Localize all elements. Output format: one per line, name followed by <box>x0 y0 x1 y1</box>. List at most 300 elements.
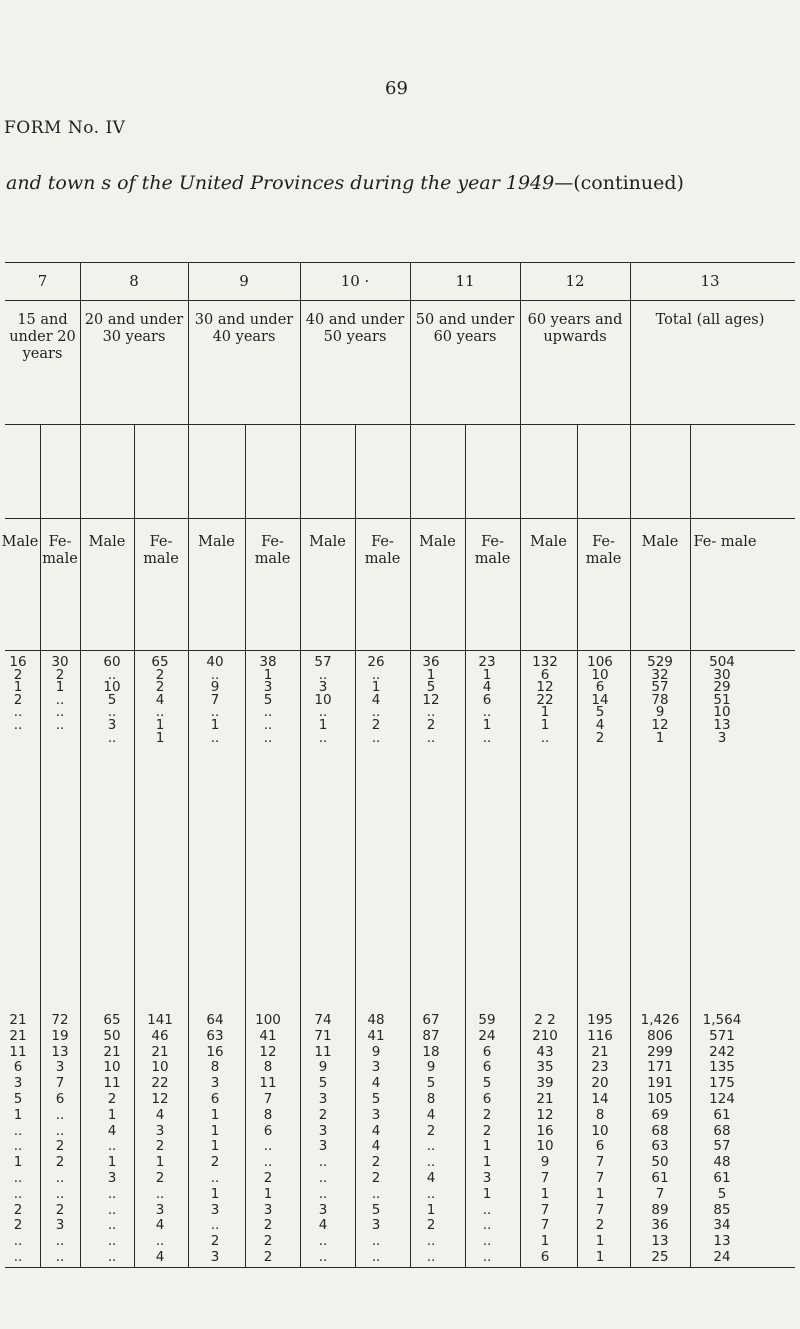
table-cell: .. <box>55 717 65 733</box>
page-number: 69 <box>385 78 408 99</box>
sex-header: Fe- male <box>364 534 401 567</box>
table-cell: 1 <box>210 1185 220 1202</box>
table-cell: .. <box>318 729 328 746</box>
table-cell: 1 <box>540 1233 550 1250</box>
column-number: 7 <box>37 272 48 290</box>
table-cell: 68 <box>651 1122 669 1139</box>
sex-header: Male <box>309 534 346 550</box>
table-cell: 10 <box>713 704 731 721</box>
table-cell: 1 <box>210 717 220 733</box>
table-cell: .. <box>318 1154 328 1171</box>
sex-header: Fe- male <box>585 534 622 567</box>
table-cell: 7 <box>263 1091 273 1107</box>
table-cell: 9 <box>210 679 220 696</box>
table-cell: 529 <box>647 654 673 670</box>
table-cell: 1 <box>210 1106 220 1123</box>
table-cell: .. <box>210 729 220 746</box>
table-cell: 2 <box>155 679 165 696</box>
table-cell: .. <box>107 729 117 746</box>
table-cell: 21 <box>591 1043 609 1060</box>
table-cell: 34 <box>713 1217 731 1234</box>
table-cell: .. <box>482 1201 492 1218</box>
table-cell: .. <box>155 1185 165 1202</box>
table-cell: 2 <box>595 1217 605 1234</box>
table-cell: 24 <box>713 1249 731 1265</box>
table-cell: .. <box>210 666 220 683</box>
table-cell: 2 <box>55 666 65 683</box>
column-number: 13 <box>700 272 720 290</box>
table-cell: 57 <box>713 1138 731 1155</box>
table-cell: 1 <box>263 666 273 683</box>
column-number: 12 <box>565 272 585 290</box>
table-cell: .. <box>426 704 436 721</box>
table-cell: 3 <box>210 1201 220 1218</box>
table-cell: 6 <box>13 1059 23 1076</box>
table-cell: 72 <box>51 1012 69 1028</box>
table-cell: 63 <box>206 1027 224 1044</box>
table-cell: 806 <box>647 1027 673 1044</box>
table-cell: 7 <box>55 1075 65 1092</box>
table-cell: 40 <box>206 654 224 670</box>
table-cell: 5 <box>263 691 273 708</box>
table-cell: 3 <box>318 1122 328 1139</box>
table-cell: 11 <box>9 1043 27 1060</box>
table-cell: 10 <box>151 1059 169 1076</box>
table-cell: 14 <box>591 691 609 708</box>
table-cell: 3 <box>155 1201 165 1218</box>
table-cell: .. <box>13 1249 23 1265</box>
table-cell: .. <box>13 1138 23 1155</box>
table-rule <box>5 424 795 425</box>
table-cell: 1 <box>482 1138 492 1155</box>
table-cell: 63 <box>651 1138 669 1155</box>
table-cell: 23 <box>478 654 496 670</box>
table-rule <box>520 262 521 1267</box>
table-cell: 1 <box>263 1185 273 1202</box>
column-number: 8 <box>129 272 139 290</box>
table-cell: .. <box>13 717 23 733</box>
table-cell: .. <box>426 1154 436 1171</box>
table-cell: .. <box>263 704 273 721</box>
table-cell: .. <box>13 1233 23 1250</box>
sex-header: Male <box>88 534 126 550</box>
table-cell: .. <box>107 666 117 683</box>
table-cell: 6 <box>540 1249 550 1265</box>
table-cell: 9 <box>655 704 665 721</box>
table-cell: 4 <box>371 1075 381 1092</box>
table-cell: 5 <box>318 1075 328 1092</box>
column-number: 11 <box>455 272 475 290</box>
table-cell: 2 <box>426 717 436 733</box>
table-cell: .. <box>318 1233 328 1250</box>
table-cell: 210 <box>532 1027 558 1044</box>
sex-header: Fe- male <box>693 534 757 550</box>
table-cell: 116 <box>587 1027 613 1044</box>
table-cell: 1 <box>13 1106 23 1123</box>
table-cell: 11 <box>314 1043 332 1060</box>
table-cell: 2 <box>371 717 381 733</box>
table-cell: 1 <box>107 1154 117 1171</box>
table-cell: .. <box>55 704 65 721</box>
table-cell: 4 <box>426 1106 436 1123</box>
table-cell: .. <box>426 1185 436 1202</box>
table-cell: 10 <box>536 1138 554 1155</box>
table-cell: 3 <box>318 1201 328 1218</box>
table-cell: 5 <box>426 679 436 696</box>
sex-header: Male <box>419 534 456 550</box>
table-cell: 16 <box>206 1043 224 1060</box>
table-cell: 7 <box>655 1185 665 1202</box>
table-cell: .. <box>263 729 273 746</box>
table-cell: 22 <box>151 1075 169 1092</box>
table-cell: 1 <box>371 679 381 696</box>
sex-header: Fe- male <box>474 534 511 567</box>
table-cell: 10 <box>591 1122 609 1139</box>
table-rule <box>5 262 795 263</box>
table-cell: 9 <box>318 1059 328 1076</box>
table-heading <box>6 172 684 194</box>
table-cell: 57 <box>651 679 669 696</box>
table-cell: 175 <box>709 1075 735 1092</box>
sex-header: Male <box>641 534 679 550</box>
table-cell: 3 <box>318 1138 328 1155</box>
table-cell: .. <box>107 1217 117 1234</box>
table-cell: .. <box>55 1249 65 1265</box>
table-cell: 50 <box>651 1154 669 1171</box>
table-cell: 13 <box>713 717 731 733</box>
table-cell: 4 <box>155 1106 165 1123</box>
table-cell: 21 <box>151 1043 169 1060</box>
table-cell: 32 <box>651 666 669 683</box>
table-cell: 2 <box>13 666 23 683</box>
table-cell: 6 <box>210 1091 220 1107</box>
sex-header: Fe- male <box>254 534 291 567</box>
table-cell: 1 <box>210 1138 220 1155</box>
table-cell: 5 <box>595 704 605 721</box>
table-cell: 2 <box>107 1091 117 1107</box>
table-cell: 10 <box>103 679 121 696</box>
table-cell: 64 <box>206 1012 224 1028</box>
table-cell: 13 <box>713 1233 731 1250</box>
table-cell: 1 <box>540 717 550 733</box>
table-cell: 571 <box>709 1027 735 1044</box>
sex-header: Male <box>198 534 235 550</box>
table-cell: 3 <box>482 1170 492 1186</box>
table-cell: 6 <box>540 666 550 683</box>
table-cell: 74 <box>314 1012 332 1028</box>
table-cell: 7 <box>595 1170 605 1186</box>
table-cell: .. <box>371 1233 381 1250</box>
table-cell: 19 <box>51 1027 69 1044</box>
table-cell: 1 <box>107 1106 117 1123</box>
sex-header: Fe- male <box>42 534 78 567</box>
table-cell: 5 <box>717 1185 727 1202</box>
table-cell: 21 <box>9 1012 27 1028</box>
heading-continued: —(continued) <box>554 172 684 194</box>
table-cell: 71 <box>314 1027 332 1044</box>
table-cell: .. <box>107 704 117 721</box>
table-cell: .. <box>482 1217 492 1234</box>
table-cell: 4 <box>155 691 165 708</box>
table-rule <box>630 262 631 1267</box>
table-cell: 4 <box>318 1217 328 1234</box>
table-cell: 2 <box>13 691 23 708</box>
table-cell: 132 <box>532 654 558 670</box>
table-cell: 41 <box>259 1027 277 1044</box>
table-cell: 2 <box>318 1106 328 1123</box>
table-cell: 68 <box>713 1122 731 1139</box>
table-cell: .. <box>318 1249 328 1265</box>
table-cell: 39 <box>536 1075 554 1092</box>
table-cell: 69 <box>651 1106 669 1123</box>
table-cell: 1 <box>655 729 665 746</box>
table-cell: 1 <box>595 1233 605 1250</box>
table-cell: 171 <box>647 1059 673 1076</box>
table-cell: 65 <box>151 654 169 670</box>
table-cell: .. <box>263 717 273 733</box>
table-cell: 13 <box>51 1043 69 1060</box>
table-cell: 1 <box>155 1154 165 1171</box>
table-cell: 48 <box>367 1012 385 1028</box>
table-cell: .. <box>210 1217 220 1234</box>
table-rule <box>188 262 189 1267</box>
table-cell: 1 <box>426 1201 436 1218</box>
table-cell: 13 <box>651 1233 669 1250</box>
table-cell: 1 <box>595 1185 605 1202</box>
table-cell: 5 <box>482 1075 492 1092</box>
table-cell: 16 <box>9 654 27 670</box>
table-cell: 3 <box>371 1106 381 1123</box>
table-cell: 41 <box>367 1027 385 1044</box>
table-cell: 3 <box>55 1217 65 1234</box>
age-group-header: Total (all ages) <box>655 312 765 328</box>
table-cell: .. <box>263 1138 273 1155</box>
table-cell: 51 <box>713 691 731 708</box>
table-cell: 8 <box>263 1106 273 1123</box>
table-cell: .. <box>155 1233 165 1250</box>
table-cell: 14 <box>591 1091 609 1107</box>
table-cell: 4 <box>482 679 492 696</box>
table-cell: 242 <box>709 1043 735 1060</box>
table-cell: 191 <box>647 1075 673 1092</box>
table-cell: 2 <box>13 1217 23 1234</box>
table-cell: 11 <box>259 1075 277 1092</box>
table-cell: 2 <box>155 1138 165 1155</box>
table-cell: .. <box>13 1122 23 1139</box>
age-group-header: 60 years and upwards <box>527 312 623 345</box>
table-cell: 7 <box>595 1154 605 1171</box>
table-cell: 36 <box>422 654 440 670</box>
table-cell: 3 <box>210 1075 220 1092</box>
table-rule <box>5 650 795 651</box>
table-cell: 504 <box>709 654 735 670</box>
table-cell: 36 <box>651 1217 669 1234</box>
table-cell: .. <box>55 1170 65 1186</box>
table-cell: .. <box>371 1249 381 1265</box>
table-cell: 2 <box>426 1217 436 1234</box>
table-cell: .. <box>540 729 550 746</box>
table-cell: .. <box>482 729 492 746</box>
table-cell: 12 <box>651 717 669 733</box>
table-cell: 3 <box>55 1059 65 1076</box>
table-cell: 5 <box>371 1091 381 1107</box>
table-cell: 1 <box>482 1185 492 1202</box>
table-cell: 20 <box>591 1075 609 1092</box>
table-cell: 8 <box>595 1106 605 1123</box>
table-cell: 6 <box>482 1059 492 1076</box>
table-cell: 9 <box>371 1043 381 1060</box>
table-cell: 2 <box>482 1106 492 1123</box>
table-cell: 61 <box>651 1170 669 1186</box>
table-cell: 29 <box>713 679 731 696</box>
table-cell: 141 <box>147 1012 173 1028</box>
sex-header: Male <box>530 534 567 550</box>
table-cell: 18 <box>422 1043 440 1060</box>
table-cell: 12 <box>422 691 440 708</box>
table-cell: 5 <box>107 691 117 708</box>
table-cell: 10 <box>103 1059 121 1076</box>
table-cell: 5 <box>371 1201 381 1218</box>
table-cell: .. <box>482 1233 492 1250</box>
table-cell: .. <box>263 1154 273 1171</box>
table-cell: 3 <box>210 1249 220 1265</box>
table-cell: .. <box>210 1170 220 1186</box>
table-cell: 1 <box>55 679 65 696</box>
table-cell: 22 <box>536 691 554 708</box>
table-rule <box>5 300 795 301</box>
table-cell: 9 <box>426 1059 436 1076</box>
table-cell: .. <box>13 704 23 721</box>
table-cell: 7 <box>595 1201 605 1218</box>
table-cell: .. <box>426 1249 436 1265</box>
table-cell: 12 <box>536 679 554 696</box>
table-cell: 5 <box>13 1091 23 1107</box>
table-cell: 6 <box>482 1043 492 1060</box>
table-cell: .. <box>318 1170 328 1186</box>
table-cell: 12 <box>536 1106 554 1123</box>
table-cell: 85 <box>713 1201 731 1218</box>
table-cell: 78 <box>651 691 669 708</box>
heading-text: and town s of the United Provinces during the year 1949 <box>6 172 555 194</box>
table-cell: 299 <box>647 1043 673 1060</box>
table-cell: 6 <box>595 679 605 696</box>
table-cell: 21 <box>9 1027 27 1044</box>
table-cell: 4 <box>371 691 381 708</box>
table-cell: 35 <box>536 1059 554 1076</box>
table-cell: 3 <box>318 1091 328 1107</box>
table-cell: 2 <box>371 1154 381 1171</box>
table-cell: 9 <box>540 1154 550 1171</box>
table-cell: 1 <box>482 666 492 683</box>
table-cell: 100 <box>255 1012 281 1028</box>
table-cell: 1 <box>482 1154 492 1171</box>
table-cell: .. <box>371 1185 381 1202</box>
table-cell: 46 <box>151 1027 169 1044</box>
table-cell: 2 <box>13 1201 23 1218</box>
table-cell: .. <box>318 666 328 683</box>
table-cell: .. <box>155 704 165 721</box>
table-cell: 2 <box>263 1249 273 1265</box>
table-cell: 61 <box>713 1106 731 1123</box>
table-cell: 124 <box>709 1091 735 1107</box>
column-number: 10 · <box>340 272 370 290</box>
table-cell: 1 <box>155 717 165 733</box>
table-cell: 4 <box>155 1217 165 1234</box>
table-cell: 48 <box>713 1154 731 1171</box>
table-cell: 10 <box>591 666 609 683</box>
table-cell: 30 <box>713 666 731 683</box>
table-cell: .. <box>55 1185 65 1202</box>
table-cell: 195 <box>587 1012 613 1028</box>
table-cell: .. <box>55 1106 65 1123</box>
table-cell: .. <box>482 704 492 721</box>
table-cell: 1 <box>318 717 328 733</box>
table-cell: 3 <box>13 1075 23 1092</box>
table-cell: 1 <box>426 666 436 683</box>
table-cell: 61 <box>713 1170 731 1186</box>
age-group-header: 20 and under 30 years <box>84 312 184 345</box>
table-cell: 4 <box>371 1122 381 1139</box>
table-cell: .. <box>107 1201 117 1218</box>
table-cell: 2 <box>155 1170 165 1186</box>
table-cell: .. <box>13 1170 23 1186</box>
table-cell: 24 <box>478 1027 496 1044</box>
table-cell: 6 <box>482 1091 492 1107</box>
table-cell: 1 <box>540 704 550 721</box>
column-number: 9 <box>239 272 249 290</box>
age-group-header: 50 and under 60 years <box>415 312 515 345</box>
table-cell: .. <box>371 666 381 683</box>
table-cell: .. <box>426 1138 436 1155</box>
table-cell: .. <box>107 1233 117 1250</box>
table-cell: 11 <box>103 1075 121 1092</box>
age-group-header: 30 and under 40 years <box>194 312 294 345</box>
table-cell: 43 <box>536 1043 554 1060</box>
table-cell: .. <box>55 691 65 708</box>
table-cell: 105 <box>647 1091 673 1107</box>
table-cell: 50 <box>103 1027 121 1044</box>
table-cell: 106 <box>587 654 613 670</box>
table-cell: 7 <box>540 1217 550 1234</box>
table-cell: 1 <box>540 1185 550 1202</box>
table-cell: .. <box>371 704 381 721</box>
table-cell: 3 <box>318 679 328 696</box>
table-cell: 1 <box>13 1154 23 1171</box>
table-cell: .. <box>318 1185 328 1202</box>
table-cell: 5 <box>426 1075 436 1092</box>
table-cell: 3 <box>371 1217 381 1234</box>
table-cell: .. <box>55 1122 65 1139</box>
table-cell: 4 <box>595 717 605 733</box>
age-group-header: 15 and under 20 years <box>9 312 76 362</box>
table-cell: 3 <box>263 1201 273 1218</box>
table-cell: 3 <box>107 1170 117 1186</box>
table-cell: 3 <box>155 1122 165 1139</box>
table-cell: 87 <box>422 1027 440 1044</box>
table-cell: 57 <box>314 654 332 670</box>
table-cell: .. <box>426 1233 436 1250</box>
table-cell: 1 <box>155 729 165 746</box>
table-cell: 21 <box>536 1091 554 1107</box>
table-cell: .. <box>107 1138 117 1155</box>
table-cell: 3 <box>263 679 273 696</box>
table-cell: .. <box>107 1185 117 1202</box>
table-cell: 38 <box>259 654 277 670</box>
table-cell: 2 <box>263 1170 273 1186</box>
table-cell: 135 <box>709 1059 735 1076</box>
table-cell: .. <box>482 1249 492 1265</box>
table-cell: 1 <box>13 679 23 696</box>
